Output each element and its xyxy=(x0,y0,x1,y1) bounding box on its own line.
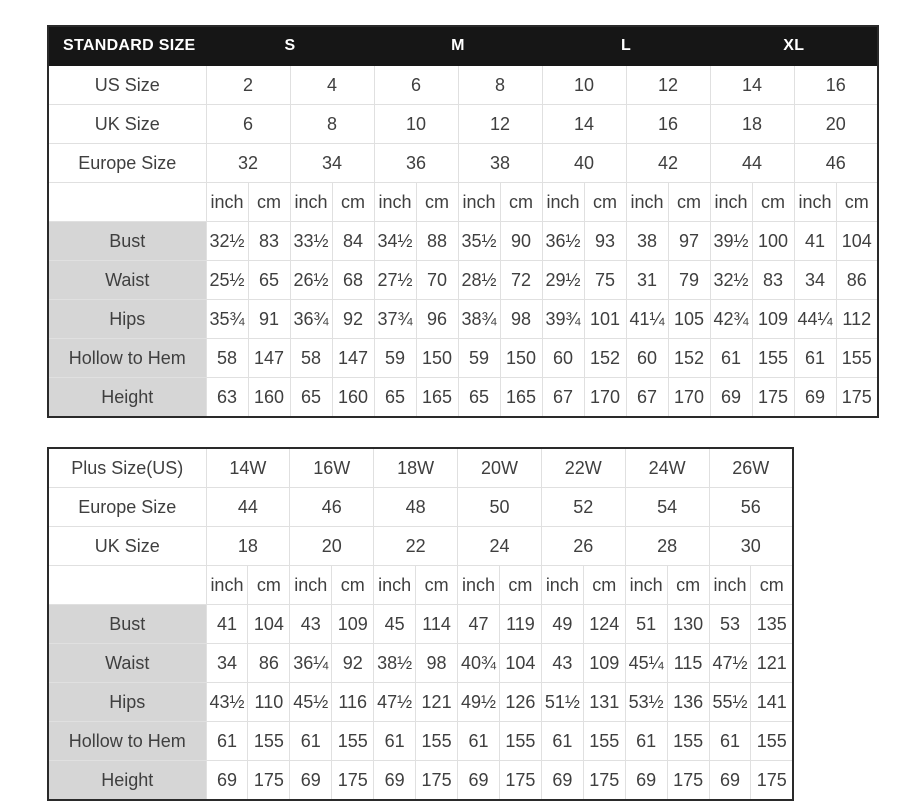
size-value-cell: 28 xyxy=(625,527,709,566)
measurement-value-cell: 86 xyxy=(248,644,290,683)
measurement-value-cell: 175 xyxy=(583,761,625,801)
unit-header-cell: cm xyxy=(248,183,290,222)
measurement-value-cell: 65 xyxy=(290,378,332,418)
measurement-value-cell: 75 xyxy=(584,261,626,300)
size-value-cell: 56 xyxy=(709,488,793,527)
measurement-value-cell: 38½ xyxy=(374,644,416,683)
unit-header-cell: inch xyxy=(794,183,836,222)
measurement-value-cell: 61 xyxy=(709,722,751,761)
measurement-value-cell: 83 xyxy=(248,222,290,261)
size-value-cell: 44 xyxy=(206,488,290,527)
measurement-value-cell: 36¼ xyxy=(290,644,332,683)
unit-header-cell: cm xyxy=(751,566,793,605)
unit-header-cell: cm xyxy=(583,566,625,605)
size-value-cell: 46 xyxy=(290,488,374,527)
measurement-value-cell: 115 xyxy=(667,644,709,683)
unit-header-cell: inch xyxy=(206,183,248,222)
size-value-cell: 52 xyxy=(541,488,625,527)
measurement-value-cell: 84 xyxy=(332,222,374,261)
measurement-value-cell: 39¾ xyxy=(542,300,584,339)
measurement-value-cell: 60 xyxy=(542,339,584,378)
unit-header-cell: cm xyxy=(499,566,541,605)
measurement-value-cell: 114 xyxy=(416,605,458,644)
row-label: UK Size xyxy=(48,527,206,566)
measurement-value-cell: 38¾ xyxy=(458,300,500,339)
measurement-value-cell: 55½ xyxy=(709,683,751,722)
measurement-value-cell: 104 xyxy=(499,644,541,683)
unit-header-cell: cm xyxy=(584,183,626,222)
measurement-value-cell: 130 xyxy=(667,605,709,644)
measurement-value-cell: 27½ xyxy=(374,261,416,300)
size-value-cell: 34 xyxy=(290,144,374,183)
measurement-value-cell: 131 xyxy=(583,683,625,722)
measurement-value-cell: 70 xyxy=(416,261,458,300)
unit-header-cell: cm xyxy=(668,183,710,222)
measurement-value-cell: 47½ xyxy=(374,683,416,722)
measurement-value-cell: 109 xyxy=(583,644,625,683)
size-value-cell: 18W xyxy=(374,448,458,488)
size-value-cell: 12 xyxy=(458,105,542,144)
measurement-row xyxy=(48,722,793,761)
measurement-value-cell: 69 xyxy=(709,761,751,801)
unit-header-cell: inch xyxy=(626,183,668,222)
unit-header-cell: inch xyxy=(458,183,500,222)
measurement-value-cell: 61 xyxy=(541,722,583,761)
measurement-value-cell: 150 xyxy=(416,339,458,378)
measurement-value-cell: 59 xyxy=(458,339,500,378)
measurement-row xyxy=(48,300,878,339)
measurement-value-cell: 45 xyxy=(374,605,416,644)
measurement-value-cell: 61 xyxy=(710,339,752,378)
measurement-value-cell: 40¾ xyxy=(458,644,500,683)
size-value-cell: 18 xyxy=(206,527,290,566)
measurement-value-cell: 35¾ xyxy=(206,300,248,339)
row-label: Europe Size xyxy=(48,488,206,527)
measurement-value-cell: 165 xyxy=(500,378,542,418)
measurement-value-cell: 175 xyxy=(752,378,794,418)
measurement-value-cell: 100 xyxy=(752,222,794,261)
measurement-value-cell: 65 xyxy=(374,378,416,418)
measurement-row xyxy=(48,644,793,683)
size-row xyxy=(48,448,793,488)
size-value-cell: 10 xyxy=(374,105,458,144)
measurement-value-cell: 65 xyxy=(458,378,500,418)
measurement-value-cell: 47 xyxy=(458,605,500,644)
measurement-value-cell: 39½ xyxy=(710,222,752,261)
measurement-value-cell: 116 xyxy=(332,683,374,722)
unit-header-cell: cm xyxy=(332,566,374,605)
measurement-value-cell: 83 xyxy=(752,261,794,300)
size-value-cell: 44 xyxy=(710,144,794,183)
size-group-header: M xyxy=(374,26,542,66)
unit-header-cell: inch xyxy=(374,183,416,222)
measurement-value-cell: 147 xyxy=(248,339,290,378)
unit-header-cell: cm xyxy=(332,183,374,222)
measurement-value-cell: 36¾ xyxy=(290,300,332,339)
measurement-value-cell: 109 xyxy=(752,300,794,339)
unit-header-row xyxy=(48,566,793,605)
size-value-cell: 20 xyxy=(290,527,374,566)
size-row xyxy=(48,488,793,527)
measurement-value-cell: 170 xyxy=(584,378,626,418)
measurement-value-cell: 175 xyxy=(416,761,458,801)
measurement-value-cell: 101 xyxy=(584,300,626,339)
measurement-value-cell: 36½ xyxy=(542,222,584,261)
size-value-cell: 16 xyxy=(626,105,710,144)
measurement-value-cell: 160 xyxy=(332,378,374,418)
measurement-row xyxy=(48,605,793,644)
measurement-value-cell: 63 xyxy=(206,378,248,418)
measurement-row xyxy=(48,378,878,418)
measurement-value-cell: 90 xyxy=(500,222,542,261)
size-value-cell: 22 xyxy=(374,527,458,566)
measurement-value-cell: 47½ xyxy=(709,644,751,683)
unit-row-spacer xyxy=(48,566,206,605)
unit-header-cell: inch xyxy=(709,566,751,605)
size-value-cell: 40 xyxy=(542,144,626,183)
measurement-value-cell: 51 xyxy=(625,605,667,644)
plus-size-table xyxy=(47,447,794,801)
measurement-row xyxy=(48,761,793,801)
measurement-value-cell: 60 xyxy=(626,339,668,378)
measurement-value-cell: 35½ xyxy=(458,222,500,261)
measurement-value-cell: 155 xyxy=(751,722,793,761)
size-value-cell: 2 xyxy=(206,66,290,105)
size-value-cell: 10 xyxy=(542,66,626,105)
measurement-value-cell: 175 xyxy=(667,761,709,801)
measurement-value-cell: 61 xyxy=(458,722,500,761)
measurement-value-cell: 26½ xyxy=(290,261,332,300)
size-row xyxy=(48,105,878,144)
measurement-value-cell: 61 xyxy=(290,722,332,761)
measurement-value-cell: 33½ xyxy=(290,222,332,261)
table-title-row xyxy=(48,26,878,66)
size-value-cell: 18 xyxy=(710,105,794,144)
measurement-value-cell: 43 xyxy=(541,644,583,683)
unit-header-cell: cm xyxy=(752,183,794,222)
measurement-value-cell: 119 xyxy=(499,605,541,644)
table-title: STANDARD SIZE xyxy=(48,26,206,66)
measurement-value-cell: 69 xyxy=(206,761,248,801)
size-value-cell: 14 xyxy=(542,105,626,144)
measurement-value-cell: 53 xyxy=(709,605,751,644)
measurement-value-cell: 45½ xyxy=(290,683,332,722)
measurement-value-cell: 58 xyxy=(290,339,332,378)
unit-header-cell: inch xyxy=(541,566,583,605)
measurement-value-cell: 135 xyxy=(751,605,793,644)
measurement-value-cell: 96 xyxy=(416,300,458,339)
unit-header-cell: cm xyxy=(416,566,458,605)
measurement-value-cell: 28½ xyxy=(458,261,500,300)
measurement-value-cell: 175 xyxy=(836,378,878,418)
measurement-value-cell: 175 xyxy=(248,761,290,801)
measurement-value-cell: 69 xyxy=(541,761,583,801)
measurement-value-cell: 92 xyxy=(332,644,374,683)
measurement-value-cell: 41 xyxy=(794,222,836,261)
unit-header-cell: inch xyxy=(290,566,332,605)
measurement-value-cell: 155 xyxy=(248,722,290,761)
measurement-value-cell: 58 xyxy=(206,339,248,378)
size-group-header: L xyxy=(542,26,710,66)
unit-header-cell: cm xyxy=(248,566,290,605)
measurement-value-cell: 61 xyxy=(206,722,248,761)
size-value-cell: 16W xyxy=(290,448,374,488)
row-label: Hips xyxy=(48,683,206,722)
measurement-value-cell: 175 xyxy=(332,761,374,801)
measurement-value-cell: 25½ xyxy=(206,261,248,300)
size-value-cell: 8 xyxy=(290,105,374,144)
size-row xyxy=(48,527,793,566)
size-value-cell: 26 xyxy=(541,527,625,566)
size-value-cell: 32 xyxy=(206,144,290,183)
measurement-value-cell: 155 xyxy=(416,722,458,761)
measurement-value-cell: 69 xyxy=(794,378,836,418)
unit-header-cell: cm xyxy=(667,566,709,605)
size-value-cell: 46 xyxy=(794,144,878,183)
measurement-value-cell: 61 xyxy=(374,722,416,761)
measurement-value-cell: 165 xyxy=(416,378,458,418)
measurement-value-cell: 69 xyxy=(625,761,667,801)
measurement-value-cell: 170 xyxy=(668,378,710,418)
unit-header-cell: inch xyxy=(710,183,752,222)
row-label: Waist xyxy=(48,644,206,683)
size-value-cell: 14 xyxy=(710,66,794,105)
size-value-cell: 24W xyxy=(625,448,709,488)
measurement-value-cell: 110 xyxy=(248,683,290,722)
measurement-value-cell: 141 xyxy=(751,683,793,722)
measurement-value-cell: 72 xyxy=(500,261,542,300)
measurement-value-cell: 155 xyxy=(583,722,625,761)
measurement-value-cell: 152 xyxy=(668,339,710,378)
size-value-cell: 8 xyxy=(458,66,542,105)
measurement-value-cell: 97 xyxy=(668,222,710,261)
row-label: Plus Size(US) xyxy=(48,448,206,488)
row-label: Europe Size xyxy=(48,144,206,183)
row-label: Hollow to Hem xyxy=(48,722,206,761)
measurement-value-cell: 32½ xyxy=(710,261,752,300)
unit-header-cell: cm xyxy=(836,183,878,222)
row-label: Bust xyxy=(48,605,206,644)
measurement-row xyxy=(48,683,793,722)
size-value-cell: 20 xyxy=(794,105,878,144)
measurement-value-cell: 155 xyxy=(836,339,878,378)
size-value-cell: 16 xyxy=(794,66,878,105)
measurement-value-cell: 59 xyxy=(374,339,416,378)
measurement-value-cell: 93 xyxy=(584,222,626,261)
size-value-cell: 6 xyxy=(206,105,290,144)
measurement-value-cell: 65 xyxy=(248,261,290,300)
unit-header-cell: inch xyxy=(206,566,248,605)
row-label: Waist xyxy=(48,261,206,300)
row-label: US Size xyxy=(48,66,206,105)
measurement-value-cell: 155 xyxy=(332,722,374,761)
row-label: Hips xyxy=(48,300,206,339)
measurement-row xyxy=(48,261,878,300)
size-row xyxy=(48,144,878,183)
measurement-value-cell: 98 xyxy=(416,644,458,683)
measurement-value-cell: 34 xyxy=(206,644,248,683)
measurement-value-cell: 150 xyxy=(500,339,542,378)
unit-header-cell: inch xyxy=(625,566,667,605)
measurement-value-cell: 45¼ xyxy=(625,644,667,683)
measurement-value-cell: 53½ xyxy=(625,683,667,722)
size-group-header: XL xyxy=(710,26,878,66)
row-label: UK Size xyxy=(48,105,206,144)
measurement-value-cell: 175 xyxy=(499,761,541,801)
measurement-value-cell: 49 xyxy=(541,605,583,644)
measurement-value-cell: 88 xyxy=(416,222,458,261)
measurement-value-cell: 91 xyxy=(248,300,290,339)
measurement-value-cell: 43 xyxy=(290,605,332,644)
unit-header-row xyxy=(48,183,878,222)
size-row xyxy=(48,66,878,105)
measurement-value-cell: 121 xyxy=(416,683,458,722)
measurement-value-cell: 67 xyxy=(542,378,584,418)
measurement-value-cell: 98 xyxy=(500,300,542,339)
measurement-value-cell: 86 xyxy=(836,261,878,300)
measurement-value-cell: 160 xyxy=(248,378,290,418)
unit-header-cell: inch xyxy=(458,566,500,605)
measurement-value-cell: 104 xyxy=(248,605,290,644)
size-value-cell: 24 xyxy=(458,527,542,566)
unit-header-cell: cm xyxy=(416,183,458,222)
measurement-value-cell: 136 xyxy=(667,683,709,722)
size-value-cell: 26W xyxy=(709,448,793,488)
size-value-cell: 38 xyxy=(458,144,542,183)
size-value-cell: 4 xyxy=(290,66,374,105)
row-label: Height xyxy=(48,378,206,418)
measurement-value-cell: 105 xyxy=(668,300,710,339)
measurement-value-cell: 29½ xyxy=(542,261,584,300)
measurement-value-cell: 155 xyxy=(752,339,794,378)
standard-size-table xyxy=(47,25,879,418)
measurement-value-cell: 38 xyxy=(626,222,668,261)
measurement-value-cell: 112 xyxy=(836,300,878,339)
measurement-value-cell: 34½ xyxy=(374,222,416,261)
measurement-value-cell: 147 xyxy=(332,339,374,378)
measurement-value-cell: 155 xyxy=(667,722,709,761)
measurement-value-cell: 79 xyxy=(668,261,710,300)
measurement-value-cell: 61 xyxy=(794,339,836,378)
measurement-value-cell: 37¾ xyxy=(374,300,416,339)
measurement-value-cell: 61 xyxy=(625,722,667,761)
measurement-value-cell: 41 xyxy=(206,605,248,644)
measurement-value-cell: 31 xyxy=(626,261,668,300)
measurement-value-cell: 49½ xyxy=(458,683,500,722)
measurement-value-cell: 175 xyxy=(751,761,793,801)
measurement-value-cell: 92 xyxy=(332,300,374,339)
measurement-value-cell: 42¾ xyxy=(710,300,752,339)
size-value-cell: 36 xyxy=(374,144,458,183)
measurement-value-cell: 69 xyxy=(710,378,752,418)
measurement-value-cell: 51½ xyxy=(541,683,583,722)
measurement-value-cell: 69 xyxy=(290,761,332,801)
unit-header-cell: cm xyxy=(500,183,542,222)
measurement-value-cell: 68 xyxy=(332,261,374,300)
measurement-value-cell: 69 xyxy=(374,761,416,801)
unit-header-cell: inch xyxy=(290,183,332,222)
measurement-value-cell: 67 xyxy=(626,378,668,418)
size-value-cell: 12 xyxy=(626,66,710,105)
measurement-value-cell: 152 xyxy=(584,339,626,378)
unit-header-cell: inch xyxy=(542,183,584,222)
size-value-cell: 50 xyxy=(458,488,542,527)
size-value-cell: 6 xyxy=(374,66,458,105)
row-label: Bust xyxy=(48,222,206,261)
size-value-cell: 30 xyxy=(709,527,793,566)
size-group-header: S xyxy=(206,26,374,66)
measurement-value-cell: 44¼ xyxy=(794,300,836,339)
size-value-cell: 14W xyxy=(206,448,290,488)
measurement-value-cell: 34 xyxy=(794,261,836,300)
row-label: Height xyxy=(48,761,206,801)
measurement-row xyxy=(48,222,878,261)
unit-header-cell: inch xyxy=(374,566,416,605)
unit-row-spacer xyxy=(48,183,206,222)
measurement-value-cell: 124 xyxy=(583,605,625,644)
measurement-value-cell: 32½ xyxy=(206,222,248,261)
size-value-cell: 22W xyxy=(541,448,625,488)
row-label: Hollow to Hem xyxy=(48,339,206,378)
measurement-value-cell: 69 xyxy=(458,761,500,801)
measurement-value-cell: 126 xyxy=(499,683,541,722)
size-value-cell: 48 xyxy=(374,488,458,527)
measurement-value-cell: 41¼ xyxy=(626,300,668,339)
size-value-cell: 42 xyxy=(626,144,710,183)
measurement-value-cell: 104 xyxy=(836,222,878,261)
size-value-cell: 20W xyxy=(458,448,542,488)
measurement-row xyxy=(48,339,878,378)
size-value-cell: 54 xyxy=(625,488,709,527)
measurement-value-cell: 121 xyxy=(751,644,793,683)
measurement-value-cell: 43½ xyxy=(206,683,248,722)
measurement-value-cell: 155 xyxy=(499,722,541,761)
measurement-value-cell: 109 xyxy=(332,605,374,644)
